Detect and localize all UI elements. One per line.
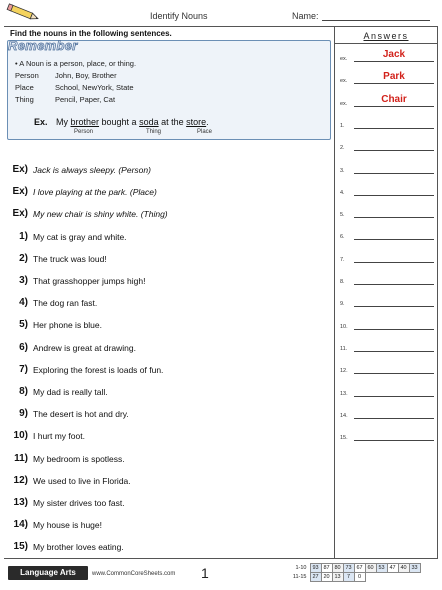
website-text: www.CommonCoreSheets.com	[92, 571, 176, 577]
page-number: 1	[201, 565, 209, 581]
answer-label: 9.	[340, 301, 345, 308]
answer-label: 14.	[340, 412, 348, 419]
score-range: 11-15	[292, 574, 307, 580]
answers-divider	[334, 43, 438, 44]
answer-row	[338, 224, 436, 242]
score-cell: 13	[332, 573, 343, 582]
score-cell: 7	[343, 573, 354, 582]
answer-row	[338, 314, 436, 332]
answer-field[interactable]	[354, 150, 434, 151]
score-cell: 47	[387, 564, 398, 573]
score-cell: 67	[354, 564, 365, 573]
noun-rule: • A Noun is a person, place, or thing.	[15, 59, 137, 68]
example-label: Ex.	[34, 117, 48, 127]
question-text: My dad is really tall.	[33, 387, 108, 397]
answer-label: ex.	[340, 56, 348, 62]
score-cell: 93	[310, 564, 321, 573]
score-row	[286, 564, 420, 573]
answer-field[interactable]	[354, 396, 434, 397]
question-row	[0, 186, 330, 202]
question-number: 11)	[14, 452, 28, 464]
score-table	[286, 563, 421, 582]
example-tag-thing: Thing	[146, 129, 162, 135]
question-number: 5)	[19, 319, 28, 331]
answer-label: 1.	[340, 122, 345, 129]
answer-row	[338, 68, 436, 86]
answer-field[interactable]	[354, 306, 434, 307]
answer-field[interactable]	[354, 418, 434, 419]
question-row	[0, 275, 330, 291]
answer-field[interactable]	[354, 173, 434, 174]
question-number: 7)	[19, 363, 28, 375]
answer-row	[338, 202, 436, 220]
remember-heading: Remember	[8, 38, 78, 53]
question-number: 12)	[13, 474, 28, 486]
question-text: Her phone is blue.	[33, 320, 102, 331]
score-cell: 27	[310, 573, 321, 582]
answer-row	[338, 403, 436, 421]
answer-row	[338, 135, 436, 153]
answer-field[interactable]	[354, 217, 434, 218]
answer-label: 11.	[340, 345, 348, 352]
question-row	[0, 430, 330, 446]
answer-row	[338, 158, 436, 176]
answer-value: Chair	[381, 93, 407, 105]
question-text: Andrew is great at drawing.	[33, 342, 136, 353]
footer-divider	[4, 558, 438, 559]
question-row	[0, 253, 330, 269]
question-text: We used to live in Florida.	[33, 475, 131, 486]
question-row	[0, 541, 330, 557]
definition-examples: School, NewYork, State	[55, 83, 134, 92]
answer-label: 8.	[340, 279, 345, 285]
name-label: Name:	[292, 11, 319, 21]
score-cell: 80	[332, 564, 343, 573]
example-tag-person: Person	[74, 129, 94, 135]
answer-field[interactable]	[354, 83, 434, 84]
question-text: My new chair is shiny white. (Thing)	[33, 209, 168, 220]
question-row	[0, 231, 330, 247]
question-text: Exploring the forest is loads of fun.	[33, 364, 164, 375]
question-text: The desert is hot and dry.	[33, 409, 129, 420]
score-cell: 20	[321, 573, 332, 582]
answer-label: 4.	[340, 189, 345, 196]
score-cell: 40	[398, 564, 409, 573]
definition-label: Place	[15, 83, 34, 92]
score-cell: 33	[409, 564, 420, 573]
score-row	[286, 573, 420, 582]
name-field[interactable]	[322, 20, 430, 21]
answer-field[interactable]	[354, 262, 434, 263]
answer-label: 3.	[340, 167, 345, 174]
question-number: 8)	[19, 386, 28, 397]
question-text: I hurt my foot.	[33, 431, 85, 442]
answer-field[interactable]	[354, 195, 434, 196]
answer-row	[338, 269, 436, 287]
page-title: Identify Nouns	[150, 11, 208, 21]
question-number: 15)	[13, 541, 28, 553]
example-noun-thing: soda	[139, 117, 159, 127]
example-text: bought a	[99, 117, 140, 127]
answer-row	[338, 113, 436, 131]
answer-field[interactable]	[354, 329, 434, 330]
question-row	[0, 497, 330, 513]
question-row	[0, 297, 330, 313]
score-range: 1-10	[295, 565, 307, 571]
example-tag-place: Place	[197, 129, 213, 135]
answer-field[interactable]	[354, 239, 434, 240]
answer-field[interactable]	[354, 106, 434, 107]
question-text: Jack is always sleepy. (Person)	[33, 165, 151, 175]
example-text: My	[56, 117, 71, 127]
question-number: 3)	[19, 275, 28, 286]
answer-field[interactable]	[354, 440, 434, 441]
question-number: 13)	[13, 497, 28, 508]
question-number: 4)	[19, 297, 28, 309]
brand-badge: Language Arts	[8, 566, 88, 580]
question-number: 9)	[19, 408, 28, 420]
question-text: My bedroom is spotless.	[33, 453, 125, 464]
example-noun-place: store	[186, 117, 207, 127]
answer-field[interactable]	[354, 351, 434, 352]
example-sentence	[56, 117, 209, 127]
answer-label: 2.	[340, 145, 345, 152]
question-number: 1)	[19, 230, 28, 242]
question-row	[0, 319, 330, 335]
answer-row	[338, 247, 436, 265]
worksheet-header	[0, 0, 442, 26]
answer-row	[338, 336, 436, 354]
question-row	[0, 386, 330, 402]
answer-label: 12.	[340, 368, 348, 375]
question-row	[0, 519, 330, 535]
question-number: 6)	[19, 341, 28, 353]
answer-row	[338, 46, 436, 64]
instructions: Find the nouns in the following sentences.	[10, 29, 172, 38]
answer-label: 5.	[340, 212, 345, 219]
question-text: I love playing at the park. (Place)	[33, 187, 157, 198]
question-row	[0, 408, 330, 424]
answer-row	[338, 425, 436, 443]
answer-value: Jack	[382, 49, 406, 60]
question-number: Ex)	[12, 186, 28, 198]
answer-label: 10.	[340, 323, 348, 330]
definition-label: Thing	[15, 95, 34, 104]
question-number: Ex)	[12, 208, 28, 220]
answer-label: ex.	[340, 100, 348, 107]
question-row	[0, 453, 330, 469]
score-cell: 87	[321, 564, 332, 573]
answer-label: 7.	[340, 256, 345, 263]
answer-row	[338, 180, 436, 198]
example-noun-person: brother	[70, 117, 100, 127]
question-text: My brother loves eating.	[33, 542, 124, 553]
score-cell: 0	[354, 573, 365, 582]
definition-examples: John, Boy, Brother	[55, 71, 117, 80]
answer-label: 15.	[340, 435, 348, 442]
answer-label: 13.	[340, 390, 348, 397]
answer-label: ex.	[340, 78, 348, 85]
question-text: The truck was loud!	[33, 253, 107, 264]
answer-field[interactable]	[354, 373, 434, 374]
answer-row	[338, 91, 436, 109]
question-number: 14)	[13, 519, 28, 531]
answer-field[interactable]	[354, 61, 434, 62]
example-text: at the	[158, 117, 187, 127]
answer-field[interactable]	[354, 284, 434, 285]
answer-row	[338, 291, 436, 309]
question-row	[0, 342, 330, 358]
question-number: 10)	[13, 430, 28, 442]
question-text: That grasshopper jumps high!	[33, 276, 146, 286]
answer-value: Park	[383, 71, 405, 83]
pencil-icon	[4, 2, 44, 24]
answers-title: Answers	[363, 31, 409, 41]
question-text: The dog ran fast.	[33, 298, 98, 309]
score-cell: 73	[343, 564, 354, 573]
question-text: My sister drives too fast.	[33, 498, 125, 508]
answer-field[interactable]	[354, 128, 434, 129]
question-row	[0, 164, 330, 180]
example-text: .	[206, 117, 209, 127]
question-row	[0, 208, 330, 224]
definition-label: Person	[15, 71, 39, 80]
question-number: Ex)	[12, 164, 28, 175]
question-number: 2)	[19, 252, 28, 264]
answer-row	[338, 381, 436, 399]
score-cell: 53	[376, 564, 387, 573]
question-text: My house is huge!	[33, 520, 102, 531]
question-row	[0, 475, 330, 491]
score-cell: 60	[365, 564, 376, 573]
answer-label: 6.	[340, 234, 345, 241]
question-row	[0, 364, 330, 380]
definition-examples: Pencil, Paper, Cat	[55, 95, 116, 104]
question-text: My cat is gray and white.	[33, 231, 127, 242]
answer-row	[338, 358, 436, 376]
